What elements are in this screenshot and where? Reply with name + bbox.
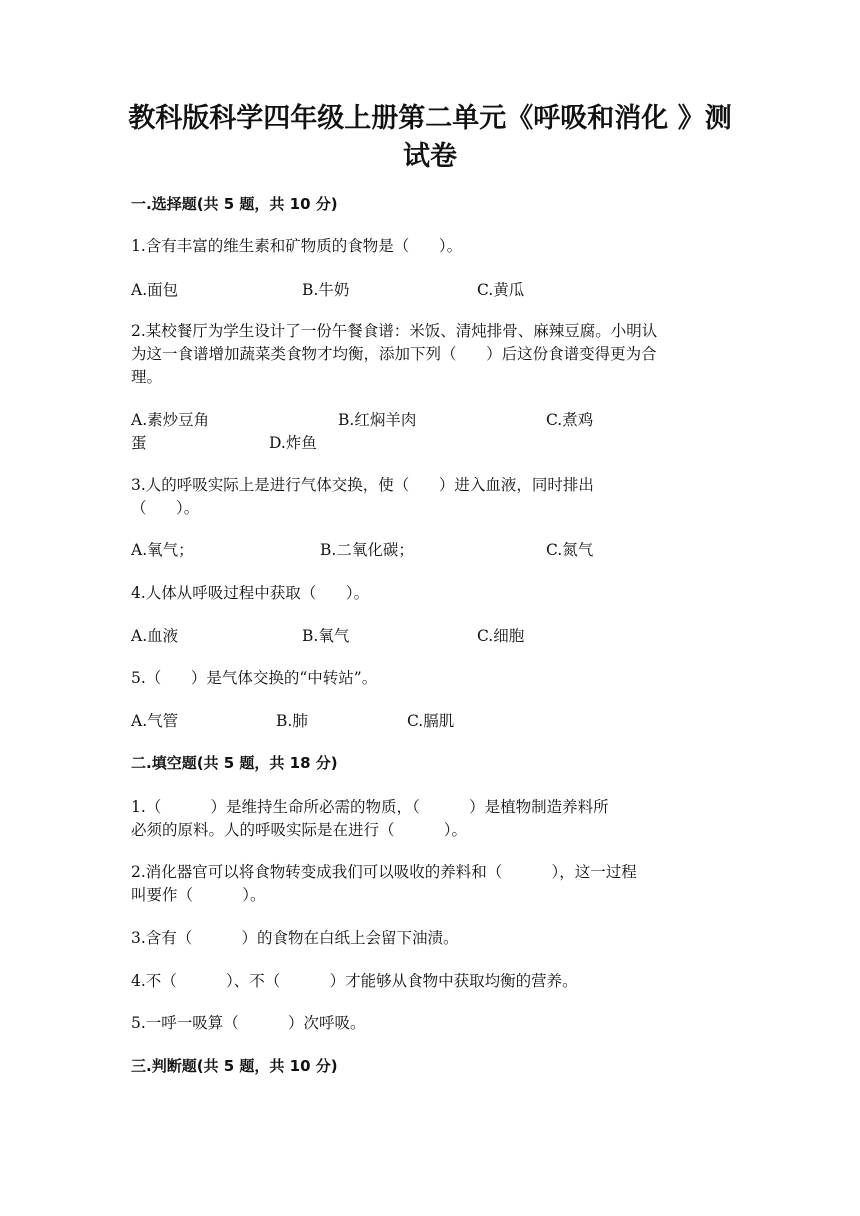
option-a: A.血液 <box>131 627 179 645</box>
question-text: 必须的原料。人的呼吸实际是在进行（ ）。 <box>131 821 468 839</box>
section-heading-fill: 二.填空题(共 5 题，共 18 分) <box>131 754 338 772</box>
question-text: 5.一呼一吸算（ ）次呼吸。 <box>131 1014 366 1032</box>
question-text: 理。 <box>131 368 163 386</box>
question-text: 为这一食谱增加蔬菜类食物才均衡，添加下列（ ）后这份食谱变得更为合 <box>131 345 657 363</box>
question-text: 2.消化器官可以将食物转变成我们可以吸收的养料和（ ），这一过程 <box>131 863 637 881</box>
question-text: 3.含有（ ）的食物在白纸上会留下油渍。 <box>131 929 459 947</box>
question-text: 4.人体从呼吸过程中获取（ ）。 <box>131 584 370 602</box>
question-text: （ ）。 <box>131 499 200 517</box>
question-text: 叫要作（ ）。 <box>131 886 266 904</box>
option-b: B.红焖羊肉 <box>338 411 417 429</box>
question-text: 5.（ ）是气体交换的“中转站”。 <box>131 669 378 687</box>
option-a: A.气管 <box>131 712 179 730</box>
option-b: B.牛奶 <box>302 281 350 299</box>
option-c: C.氮气 <box>546 541 594 559</box>
question-text: 2.某校餐厅为学生设计了一份午餐食谱：米饭、清炖排骨、麻辣豆腐。小明认 <box>131 322 658 340</box>
question-text: 4.不（ ）、不（ ）才能够从食物中获取均衡的营养。 <box>131 972 578 990</box>
option-c-continued: 蛋 <box>131 434 147 452</box>
question-text: 1.（ ）是维持生命所必需的物质，（ ）是植物制造养料所 <box>131 798 609 816</box>
option-b: B.氧气 <box>302 627 350 645</box>
option-c: C.黄瓜 <box>477 281 525 299</box>
section-heading-choice: 一.选择题(共 5 题，共 10 分) <box>131 195 338 213</box>
option-c: C.膈肌 <box>407 712 455 730</box>
option-a: A.氧气； <box>131 541 194 559</box>
option-c: C.细胞 <box>477 627 525 645</box>
question-text: 3.人的呼吸实际上是进行气体交换，使（ ）进入血液，同时排出 <box>131 476 594 494</box>
section-heading-judge: 三.判断题(共 5 题，共 10 分) <box>131 1057 338 1075</box>
question-text: 1.含有丰富的维生素和矿物质的食物是（ ）。 <box>131 237 463 255</box>
option-b: B.肺 <box>276 712 308 730</box>
option-a: A.素炒豆角 <box>131 411 210 429</box>
option-b: B.二氧化碳； <box>320 541 414 559</box>
option-d: D.炸鱼 <box>269 434 317 452</box>
option-a: A.面包 <box>131 281 179 299</box>
exam-title-line-1: 教科版科学四年级上册第二单元《呼吸和消化 》测 <box>128 103 732 134</box>
exam-title <box>110 100 750 176</box>
exam-title-line-2: 试卷 <box>403 141 457 172</box>
option-c: C.煮鸡 <box>546 411 594 429</box>
